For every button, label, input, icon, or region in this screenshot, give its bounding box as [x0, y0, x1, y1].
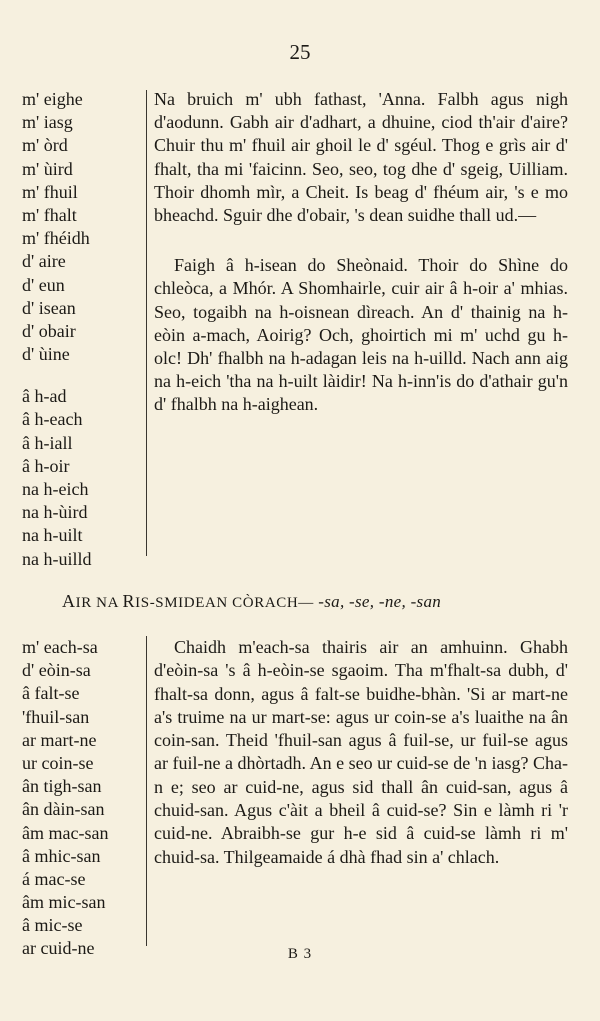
vocab-word: m' iasg	[22, 112, 73, 133]
vocab-word: â falt-se	[22, 683, 80, 704]
heading-suffixes: -sa, -se, -ne, -san	[318, 592, 442, 611]
vocab-word: d' eun	[22, 274, 65, 295]
vocab-word: ân dàin-san	[22, 799, 105, 820]
vocab-word: m' eighe	[22, 89, 83, 109]
exercise-paragraph: Na bruich m' ubh fathast, 'Anna. Falbh agus nigh d'aodunn. Gabh air d'adhart, a dhuine, ciod th'air d'aire? Chuir thu m' fhuil air ghoil le d' sgéul. Thog e grìs air d' fhalt, tha mi 'faicinn. Seo, seo, tog dhe d' sgeig, Uilliam. Thoir dhomh mìr, a Cheit. Is beag d' fhéum air, 's e mo bheachd. Sguir dhe d'obair, 's dean suidhe thall ud.—	[154, 89, 568, 226]
vocab-word: âm mac-san	[22, 822, 109, 843]
column-divider	[146, 90, 147, 556]
vocab-word: â mhic-san	[22, 845, 101, 866]
vocab-word: â h-ad	[22, 386, 67, 407]
vocab-word: m' fhéidh	[22, 228, 90, 249]
vocab-word: â h-iall	[22, 432, 73, 453]
column-divider	[146, 636, 147, 946]
heading-initial: A	[62, 591, 76, 611]
vocab-word: m' òrd	[22, 135, 68, 156]
vocab-word: na h-uilt	[22, 525, 83, 546]
vocab-word: â h-each	[22, 409, 83, 430]
vocab-word: d' obair	[22, 320, 76, 341]
vocab-word: 'fhuil-san	[22, 706, 90, 727]
vocab-word: m' each-sa	[22, 637, 98, 657]
vocab-word: m' fhuil	[22, 181, 78, 202]
vocab-word: ar cuid-ne	[22, 938, 95, 959]
vocab-word: na h-uilld	[22, 548, 92, 569]
vocab-word: d' isean	[22, 297, 76, 318]
vocab-word: âm mic-san	[22, 892, 106, 913]
vocab-word: ar mart-ne	[22, 729, 97, 750]
vocab-word: â h-oir	[22, 455, 70, 476]
page-number: 25	[289, 40, 311, 64]
signature-mark: B 3	[287, 946, 313, 962]
vocabulary-list	[22, 88, 148, 571]
heading-text: IS-SMIDEAN CÒRACH	[135, 595, 299, 611]
vocab-word: na h-eich	[22, 479, 89, 499]
vocab-word: m' ùird	[22, 158, 73, 179]
heading-text: IR NA	[75, 595, 123, 611]
exercise-text	[154, 88, 568, 417]
exercise-paragraph: Chaidh m'each-sa thairis air an amhuinn. Ghabh d'eòin-sa 's â h-eòin-se sgaoim. Tha m'fhalt-sa dubh, d' fhalt-sa donn, agus â falt-se buidhe-bhàn. 'Si ar mart-ne a's truime na ur mart-se: agus ur coin-se a's luaithe na ân coin-san. Theid 'fhuil-san agus â fuil-se, ur fuil-se agus ar fuil-ne a dhòrtadh. An e seo ur cuid-se de 'n iasg? Cha-n e; seo ar cuid-ne, agus sid thall ân cuid-san, agus â chuid-san. Agus c'àit a bheil â cuid-se? Sin e làmh ri 'r cuid-ne. Abraibh-se gur h-e sid â cuid-se làmh ri m' chuid-sa. Thilgeamaide á dhà fhad sin a' chlach.	[154, 637, 568, 867]
vocab-word: á mac-se	[22, 868, 86, 889]
vocab-word: â mic-se	[22, 915, 83, 936]
heading-dash: —	[298, 595, 314, 611]
section-heading	[62, 591, 562, 612]
vocab-word: ân tigh-san	[22, 776, 102, 797]
vocab-word: d' aire	[22, 251, 66, 272]
vocab-word: ur coin-se	[22, 752, 94, 773]
vocab-word: d' ùine	[22, 344, 70, 365]
exercise-paragraph: Faigh â h-isean do Sheònaid. Thoir do Shìne do chleòca, a Mhór. A Shomhairle, cuir air â h-oir a' mhias. Seo, togaibh na h-oisnean dìreach. An d' thainig na h-eòin a-mach, Aoirig? Och, ghoirtich mi m' uchd gu h-olc! Dh' fhalbh na h-adagan leis na h-uilld. Nach ann aig na h-eich 'tha na h-uilt làidir! Na h-inn'is do d'athair gu'n d' fhalbh na h-aighean.	[154, 255, 568, 415]
list-gap	[22, 366, 148, 385]
vocab-word: d' eòin-sa	[22, 660, 91, 681]
vocab-word: na h-ùird	[22, 502, 88, 523]
vocab-word: m' fhalt	[22, 204, 77, 225]
vocabulary-list	[22, 636, 148, 961]
exercise-text	[154, 636, 568, 869]
heading-initial: R	[122, 591, 136, 611]
